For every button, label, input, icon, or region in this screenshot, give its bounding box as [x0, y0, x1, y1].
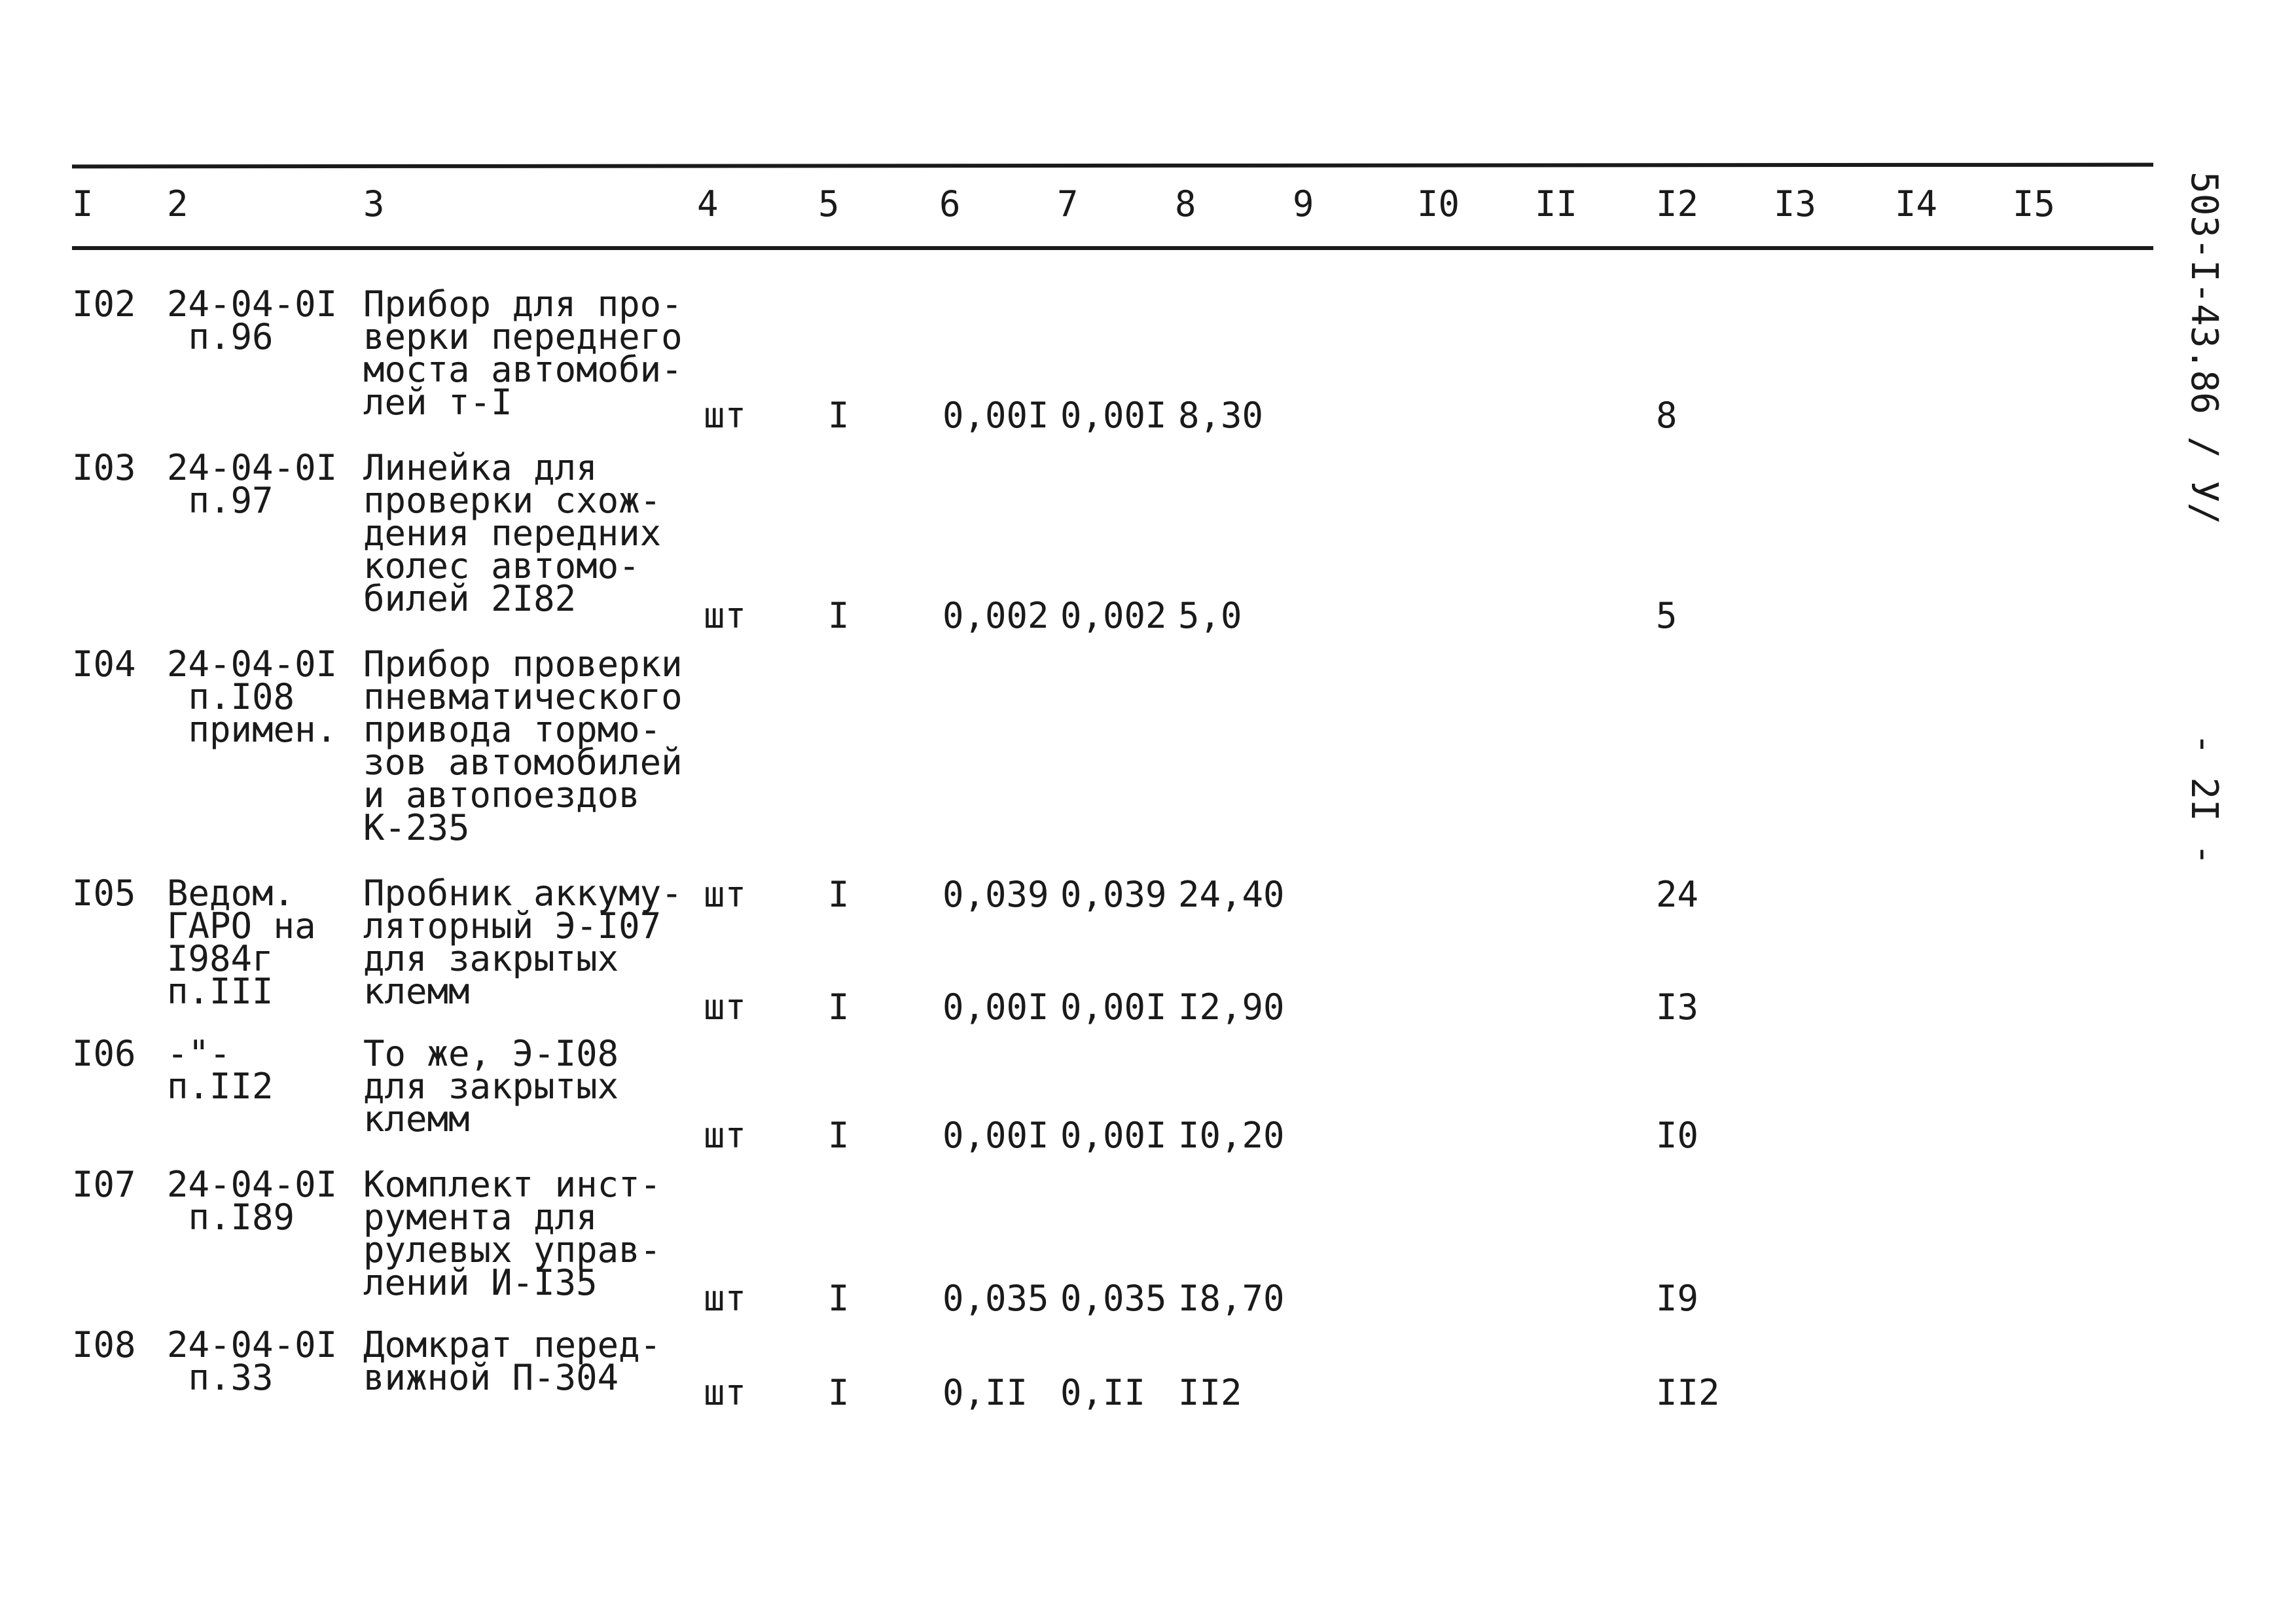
header-col-4: 4	[697, 183, 719, 225]
col7-value: 0,00I	[1060, 986, 1167, 1028]
col7-value: 0,035	[1060, 1278, 1167, 1319]
reference-cell: 24-04-0I п.I08 примен.	[167, 643, 338, 750]
header-col-15: I5	[2013, 183, 2056, 225]
document-code: 503-I-43.86 / У/	[2183, 171, 2225, 525]
col6-value: 0,00I	[942, 395, 1049, 436]
item-name-cell: Прибор для про- верки переднего моста автомоби- лей т-I	[363, 283, 683, 423]
quantity-cell: I	[828, 986, 850, 1028]
item-name-cell: Домкрат перед- вижной П-304	[363, 1324, 662, 1398]
col7-value: 0,039	[1060, 874, 1167, 915]
quantity-cell: I	[828, 1372, 850, 1413]
col12-value: I9	[1656, 1278, 1699, 1319]
reference-cell: 24-04-0I п.97	[167, 447, 338, 521]
item-name-cell: То же, Э-I08 для закрытых клемм	[363, 1033, 619, 1140]
header-col-9: 9	[1293, 183, 1314, 225]
col6-value: 0,039	[942, 874, 1049, 915]
row-number: I02	[72, 283, 136, 325]
col8-value: I8,70	[1178, 1278, 1285, 1319]
item-name-cell: Линейка для проверки схож- дения передних колес автомо- билей 2I82	[363, 447, 662, 619]
item-name-cell: Прибор проверки пневматического привода тормо- зов автомобилей и автопоездов К-235	[363, 643, 683, 848]
col12-value: I0	[1656, 1115, 1699, 1156]
col7-value: 0,00I	[1060, 1115, 1167, 1156]
col12-value: I3	[1656, 986, 1699, 1028]
header-col-8: 8	[1175, 183, 1196, 225]
page-number: - 2I -	[2183, 733, 2225, 866]
col12-value: 5	[1656, 595, 1677, 636]
row-number: I08	[72, 1324, 136, 1365]
row-number: I03	[72, 447, 136, 488]
row-number: I07	[72, 1164, 136, 1205]
item-name-cell: Пробник аккуму- ляторный Э-I07 для закрытых клемм	[363, 873, 683, 1012]
reference-cell: 24-04-0I п.33	[167, 1324, 338, 1398]
reference-cell: -"- п.II2	[167, 1033, 274, 1107]
header-col-12: I2	[1656, 183, 1699, 225]
row-number: I05	[72, 873, 136, 914]
unit-cell: шт	[704, 874, 747, 915]
header-col-2: 2	[167, 183, 188, 225]
col12-value: 24	[1656, 874, 1699, 915]
header-col-1: I	[72, 183, 94, 225]
header-col-13: I3	[1774, 183, 1817, 225]
header-col-6: 6	[939, 183, 961, 225]
header-bottom-rule	[72, 246, 2153, 250]
col8-value: 24,40	[1178, 874, 1285, 915]
quantity-cell: I	[828, 595, 850, 636]
row-number: I06	[72, 1033, 136, 1074]
header-col-3: 3	[363, 183, 385, 225]
quantity-cell: I	[828, 1278, 850, 1319]
unit-cell: шт	[704, 986, 747, 1028]
unit-cell: шт	[704, 1278, 747, 1319]
header-col-10: I0	[1417, 183, 1460, 225]
col7-value: 0,002	[1060, 595, 1167, 636]
item-name-cell: Комплект инст- румента для рулевых управ- лений И-I35	[363, 1164, 662, 1303]
col6-value: 0,035	[942, 1278, 1049, 1319]
col8-value: II2	[1178, 1372, 1242, 1413]
header-col-14: I4	[1895, 183, 1938, 225]
col12-value: 8	[1656, 395, 1677, 436]
reference-cell: Ведом. ГАРО на I984г п.III	[167, 873, 316, 1012]
col7-value: 0,II	[1060, 1372, 1146, 1413]
col12-value: II2	[1656, 1372, 1720, 1413]
unit-cell: шт	[704, 1372, 747, 1413]
unit-cell: шт	[704, 395, 747, 436]
col8-value: I2,90	[1178, 986, 1285, 1028]
col6-value: 0,00I	[942, 986, 1049, 1028]
quantity-cell: I	[828, 1115, 850, 1156]
col8-value: 5,0	[1178, 595, 1242, 636]
table-top-rule	[72, 163, 2153, 169]
header-col-11: II	[1535, 183, 1578, 225]
header-col-7: 7	[1057, 183, 1079, 225]
reference-cell: 24-04-0I п.I89	[167, 1164, 338, 1238]
col6-value: 0,00I	[942, 1115, 1049, 1156]
col6-value: 0,002	[942, 595, 1049, 636]
header-col-5: 5	[818, 183, 840, 225]
quantity-cell: I	[828, 395, 850, 436]
col7-value: 0,00I	[1060, 395, 1167, 436]
row-number: I04	[72, 643, 136, 685]
unit-cell: шт	[704, 1115, 747, 1156]
col8-value: 8,30	[1178, 395, 1264, 436]
quantity-cell: I	[828, 874, 850, 915]
reference-cell: 24-04-0I п.96	[167, 283, 338, 357]
unit-cell: шт	[704, 595, 747, 636]
col6-value: 0,II	[942, 1372, 1028, 1413]
col8-value: I0,20	[1178, 1115, 1285, 1156]
